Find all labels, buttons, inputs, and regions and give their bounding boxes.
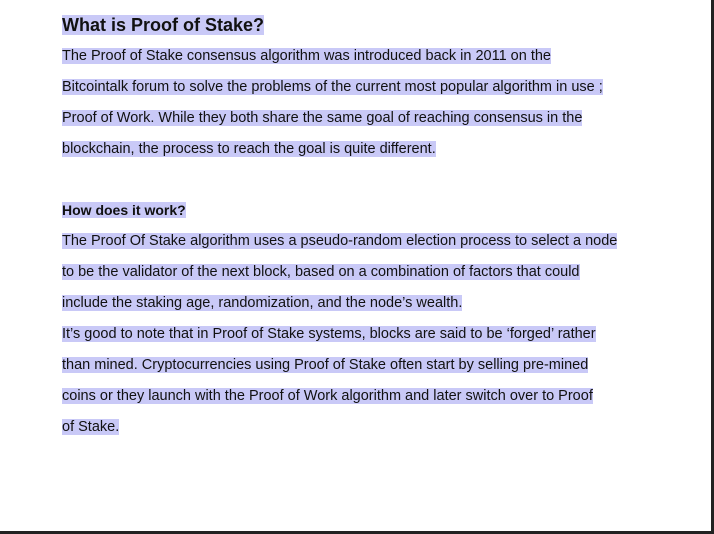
document-body: [62, 10, 702, 443]
section-line-1[interactable]: The Proof Of Stake algorithm uses a pseudo-random election process to select a node: [62, 233, 618, 249]
section-heading: [62, 195, 702, 226]
intro-line-2[interactable]: Bitcointalk forum to solve the problems of the current most popular algorithm in use ;: [62, 79, 603, 95]
text-line: [62, 381, 702, 412]
text-line: [62, 350, 702, 381]
section-paragraph: [62, 226, 702, 443]
text-line: [62, 257, 702, 288]
section-line-7[interactable]: of Stake.: [62, 419, 120, 435]
text-line: [62, 226, 702, 257]
intro-paragraph: [62, 41, 702, 165]
section-line-3[interactable]: include the staking age, randomization, and the node’s wealth.: [62, 295, 463, 311]
text-line: [62, 41, 702, 72]
text-line: [62, 412, 702, 443]
page-title: [62, 10, 702, 41]
section-line-2[interactable]: to be the validator of the next block, based on a combination of factors that could: [62, 264, 580, 280]
page-title-text[interactable]: What is Proof of Stake?: [62, 15, 265, 35]
section-heading-text[interactable]: How does it work?: [62, 202, 186, 218]
section-line-6[interactable]: coins or they launch with the Proof of Work algorithm and later switch over to Proof: [62, 388, 593, 404]
section-line-4[interactable]: It’s good to note that in Proof of Stake systems, blocks are said to be ‘forged’ rather: [62, 326, 596, 342]
text-line: [62, 288, 702, 319]
intro-line-1[interactable]: The Proof of Stake consensus algorithm was introduced back in 2011 on the: [62, 48, 551, 64]
intro-line-4[interactable]: blockchain, the process to reach the goal is quite different.: [62, 141, 436, 157]
text-line: [62, 319, 702, 350]
paragraph-gap: [62, 165, 702, 195]
text-line: [62, 72, 702, 103]
section-line-5[interactable]: than mined. Cryptocurrencies using Proof of Stake often start by selling pre-mined: [62, 357, 589, 373]
text-line: [62, 134, 702, 165]
intro-line-3[interactable]: Proof of Work. While they both share the same goal of reaching consensus in the: [62, 110, 583, 126]
text-line: [62, 103, 702, 134]
